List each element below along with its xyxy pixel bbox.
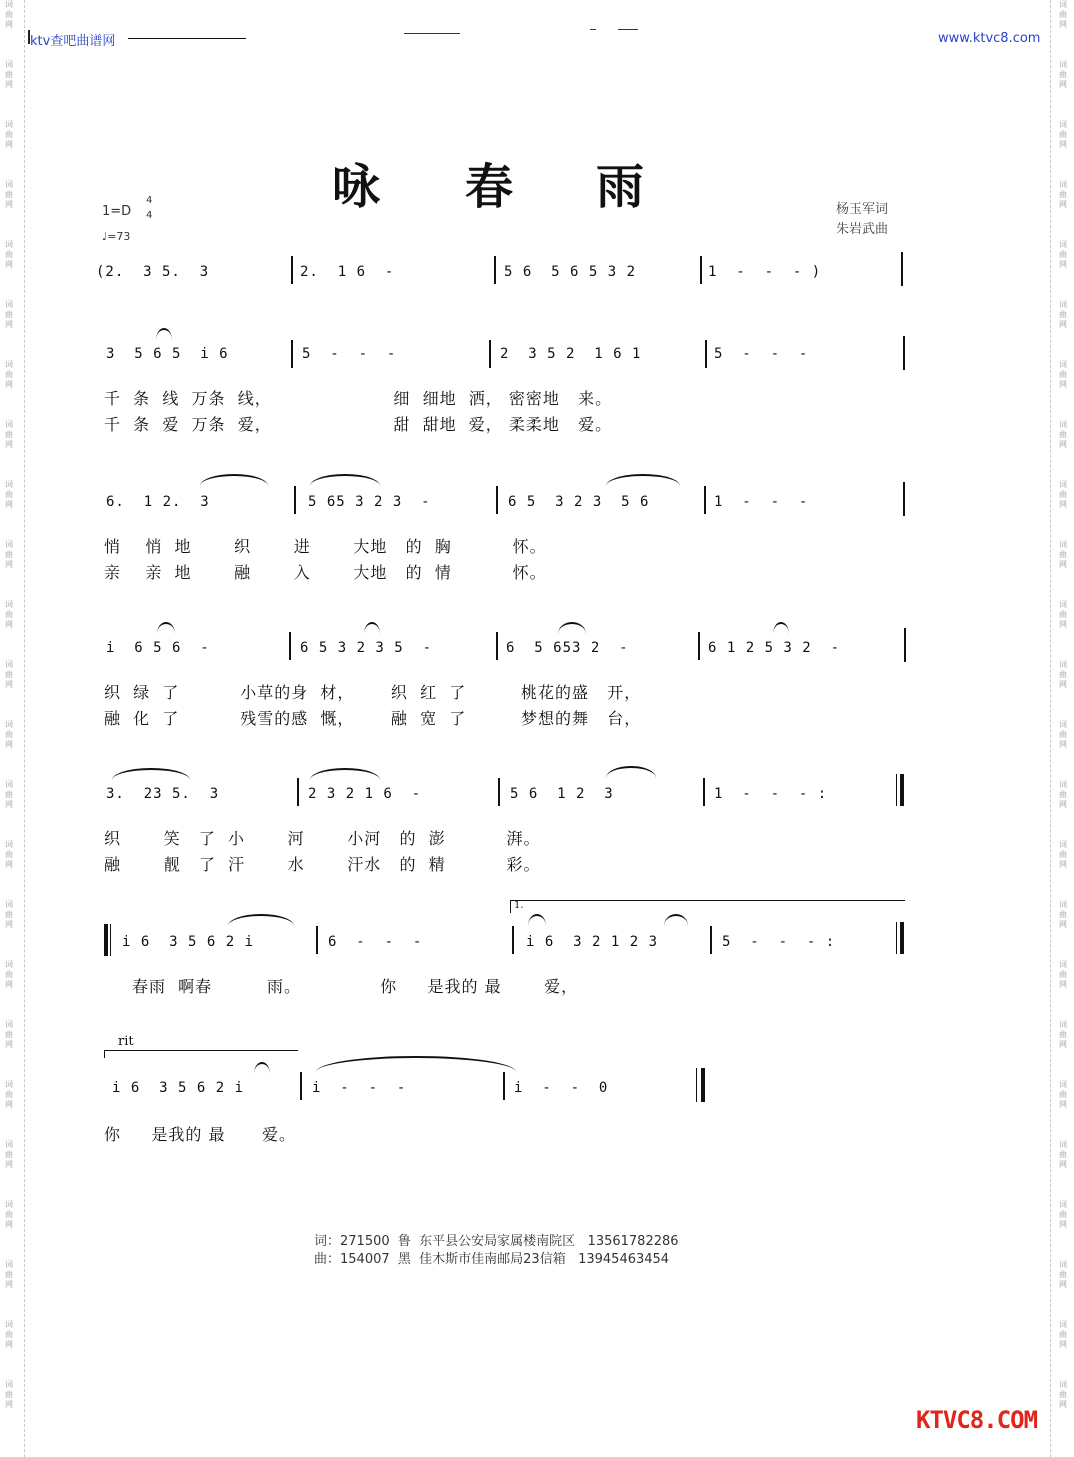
watermark-mark: 词 曲 网: [5, 1260, 13, 1289]
measure: 1 - - - ): [708, 264, 822, 280]
measure: 5 65 3 2 3 -: [308, 494, 431, 510]
left-watermark-column: [0, 0, 22, 1457]
measure: 3 5 6 5 i 6: [106, 346, 229, 362]
watermark-mark: 词 曲 网: [5, 60, 13, 89]
barline: [496, 486, 498, 514]
barline: [512, 926, 514, 954]
barline: [297, 778, 299, 806]
measure: 3. 23 5. 3: [106, 786, 220, 802]
watermark-mark: 词 曲 网: [1059, 900, 1067, 929]
watermark-mark: 词 曲 网: [5, 1020, 13, 1049]
lyric-ending: 你 是我的 最 爱。: [104, 1125, 297, 1144]
barline: [700, 256, 702, 284]
lyric-verse-2: 融 靓 了 汗 水 汗水 的 精 彩。: [104, 855, 541, 874]
repeat-start-thick: [104, 924, 108, 956]
measure: 2 3 2 1 6 -: [308, 786, 422, 802]
watermark-mark: 词 曲 网: [5, 600, 13, 629]
lyric-verse-2: 千 条 爱 万条 爱， 甜 甜地 爱， 柔柔地 爱。: [104, 415, 613, 434]
barline: [291, 256, 293, 284]
lyric-verse-1: 千 条 线 万条 线， 细 细地 洒， 密密地 来。: [104, 389, 613, 408]
slur: [200, 474, 268, 486]
repeat-barline-thin: [896, 922, 897, 954]
header-rule: [128, 38, 246, 39]
title-char-3: 雨: [596, 159, 645, 215]
measure: 5 - - - :: [722, 934, 836, 950]
rit-line: [104, 1050, 298, 1051]
barline: [710, 926, 712, 954]
footer-composer-address: 曲：154007 黑 佳木斯市佳南邮局23信箱 13945463454: [314, 1252, 670, 1267]
slur: [310, 474, 380, 486]
title-char-2: 春: [465, 159, 514, 215]
measure: 2 3 5 2 1 6 1: [500, 346, 642, 362]
header-scan-mark: [590, 29, 596, 30]
watermark-mark: 词 曲 网: [5, 960, 13, 989]
watermark-mark: 词 曲 网: [5, 660, 13, 689]
watermark-mark: 词 曲 网: [1059, 1020, 1067, 1049]
lyricist-credit: 杨玉军词: [836, 202, 889, 217]
volta-bracket: [510, 900, 905, 913]
watermark-mark: 词 曲 网: [5, 720, 13, 749]
slur: [364, 622, 380, 634]
lyric-verse-1: 织 绿 了 小草的身 材， 织 红 了 桃花的盛 开，: [104, 683, 642, 702]
repeat-barline-thick: [900, 774, 904, 806]
watermark-mark: 词 曲 网: [5, 1380, 13, 1409]
watermark-mark: 词 曲 网: [1059, 960, 1067, 989]
watermark-mark: 词 曲 网: [1059, 1260, 1067, 1289]
measure: 6 5 3 2 3 5 6: [508, 494, 650, 510]
watermark-mark: 词 曲 网: [1059, 120, 1067, 149]
footer-lyricist-address: 词：271500 鲁 东平县公安局家属楼南院区 13561782286: [314, 1234, 679, 1249]
slur: [228, 914, 294, 926]
header-scan-mark: [404, 33, 460, 34]
final-barline-thin: [696, 1068, 697, 1102]
watermark-mark: 词 曲 网: [5, 780, 13, 809]
watermark-mark: 词 曲 网: [1059, 660, 1067, 689]
barline: [494, 256, 496, 284]
watermark-mark: 词 曲 网: [1059, 60, 1067, 89]
watermark-mark: 词 曲 网: [5, 840, 13, 869]
barline: [291, 340, 293, 368]
watermark-mark: 词 曲 网: [5, 0, 13, 29]
slur: [606, 474, 680, 486]
slur: [664, 914, 688, 926]
repeat-start-thin: [110, 924, 111, 956]
watermark-mark: 词 曲 网: [1059, 540, 1067, 569]
slur: [254, 1062, 270, 1074]
slur: [773, 622, 789, 634]
watermark-mark: 词 曲 网: [1059, 420, 1067, 449]
tie: [316, 1056, 516, 1072]
slur: [156, 328, 172, 340]
watermark-mark: 词 曲 网: [1059, 480, 1067, 509]
measure: 6. 1 2. 3: [106, 494, 210, 510]
slur: [528, 914, 546, 926]
watermark-mark: 词 曲 网: [5, 120, 13, 149]
watermark-mark: 词 曲 网: [1059, 1200, 1067, 1229]
measure: i - - 0: [514, 1080, 609, 1096]
watermark-mark: 词 曲 网: [1059, 1080, 1067, 1109]
measure: 5 6 1 2 3: [510, 786, 614, 802]
measure: 5 6 5 6 5 3 2: [504, 264, 637, 280]
barline: [904, 628, 906, 662]
time-signature-top: 4: [146, 195, 153, 206]
right-watermark-column: [1054, 0, 1074, 1457]
slur: [606, 766, 656, 778]
watermark-mark: 词 曲 网: [5, 360, 13, 389]
watermark-mark: 词 曲 网: [5, 1320, 13, 1349]
measure: 6 5 653 2 -: [506, 640, 629, 656]
barline: [294, 486, 296, 514]
rit-marking: rit: [118, 1034, 134, 1049]
watermark-mark: 词 曲 网: [5, 420, 13, 449]
watermark-mark: 词 曲 网: [5, 180, 13, 209]
watermark-mark: 词 曲 网: [1059, 360, 1067, 389]
watermark-mark: 词 曲 网: [5, 1080, 13, 1109]
barline: [503, 1072, 505, 1100]
watermark-mark: 词 曲 网: [5, 900, 13, 929]
measure: i 6 5 6 -: [106, 640, 210, 656]
barline: [498, 778, 500, 806]
watermark-mark: 词 曲 网: [1059, 720, 1067, 749]
volta-label: 1.: [514, 900, 524, 911]
watermark-mark: 词 曲 网: [1059, 0, 1067, 29]
measure: 5 - - -: [302, 346, 397, 362]
measure: i - - -: [312, 1080, 407, 1096]
measure: 6 - - -: [328, 934, 423, 950]
barline: [316, 926, 318, 954]
barline: [489, 340, 491, 368]
barline: [289, 632, 291, 660]
ktvc8-logo: KTVC8.COM: [916, 1406, 1038, 1434]
composer-credit: 朱岩武曲: [836, 222, 889, 237]
measure: i 6 3 2 1 2 3: [526, 934, 659, 950]
barline: [703, 778, 705, 806]
watermark-mark: 词 曲 网: [5, 1200, 13, 1229]
slur: [310, 768, 380, 780]
watermark-mark: 词 曲 网: [1059, 780, 1067, 809]
barline: [300, 1072, 302, 1100]
key-signature: 1=D: [102, 204, 132, 219]
barline: [704, 486, 706, 514]
barline: [496, 632, 498, 660]
watermark-mark: 词 曲 网: [1059, 240, 1067, 269]
watermark-mark: 词 曲 网: [1059, 600, 1067, 629]
watermark-mark: 词 曲 网: [5, 480, 13, 509]
watermark-mark: 词 曲 网: [5, 1140, 13, 1169]
lyric-verse-1: 悄 悄 地 织 进 大地 的 胸 怀。: [104, 537, 547, 556]
lyric-verse-2: 亲 亲 地 融 入 大地 的 情 怀。: [104, 563, 547, 582]
repeat-barline-thin: [896, 774, 897, 806]
rit-line-tick: [104, 1050, 105, 1058]
header-url-link[interactable]: www.ktvc8.com: [938, 31, 1041, 46]
measure: 2. 1 6 -: [300, 264, 395, 280]
slur: [112, 768, 190, 780]
tempo-mark: ♩=73: [102, 230, 131, 243]
measure: 1 - - -: [714, 494, 809, 510]
watermark-mark: 词 曲 网: [5, 300, 13, 329]
watermark-mark: 词 曲 网: [1059, 1320, 1067, 1349]
barline: [698, 632, 700, 660]
barline: [903, 336, 905, 370]
watermark-mark: 词 曲 网: [1059, 1380, 1067, 1409]
lyric-chorus: 春雨 啊春 雨。 你 是我的 最 爱，: [132, 977, 579, 996]
measure: i 6 3 5 6 2 i: [112, 1080, 245, 1096]
measure: (2. 3 5. 3: [96, 264, 210, 280]
time-signature-bottom: 4: [146, 210, 153, 221]
measure: i 6 3 5 6 2 i: [122, 934, 255, 950]
watermark-mark: 词 曲 网: [1059, 180, 1067, 209]
title-char-1: 咏: [332, 159, 381, 215]
repeat-barline-thick: [900, 922, 904, 954]
left-border-line: [24, 0, 26, 1457]
barline: [705, 340, 707, 368]
barline: [901, 252, 903, 286]
lyric-verse-2: 融 化 了 残雪的感 慨， 融 宽 了 梦想的舞 台，: [104, 709, 642, 728]
final-barline-thick: [701, 1068, 705, 1102]
watermark-mark: 词 曲 网: [1059, 1140, 1067, 1169]
measure: 1 - - - :: [714, 786, 828, 802]
header-site-link[interactable]: ktv查吧曲谱网: [30, 34, 116, 49]
watermark-mark: 词 曲 网: [1059, 840, 1067, 869]
slur: [558, 622, 586, 634]
measure: 6 5 3 2 3 5 -: [300, 640, 433, 656]
right-border-line: [1050, 0, 1052, 1457]
measure: 5 - - -: [714, 346, 809, 362]
watermark-mark: 词 曲 网: [1059, 300, 1067, 329]
watermark-mark: 词 曲 网: [5, 540, 13, 569]
watermark-mark: 词 曲 网: [5, 240, 13, 269]
lyric-verse-1: 织 笑 了 小 河 小河 的 澎 湃。: [104, 829, 541, 848]
header-scan-mark: [618, 29, 638, 30]
slur: [157, 622, 175, 634]
measure: 6 1 2 5 3 2 -: [708, 640, 841, 656]
barline: [903, 482, 905, 516]
